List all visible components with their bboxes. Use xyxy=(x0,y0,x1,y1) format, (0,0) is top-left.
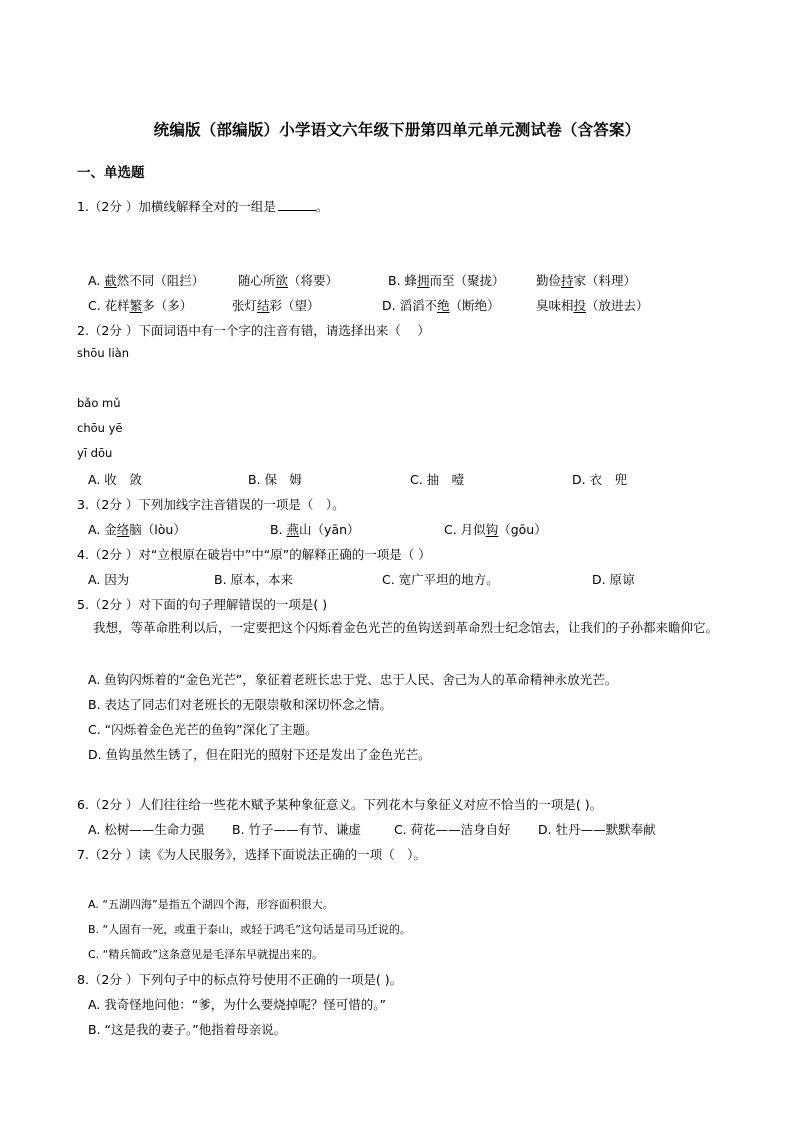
option-a: A. 松树——生命力强 xyxy=(88,822,205,837)
question-4-stem: 4.（2分 ）对“立根原在破岩中”中“原”的解释正确的一项是（ ） xyxy=(77,547,431,562)
option-d: D. 鱼钩虽然生锈了，但在阳光的照射下还是发出了金色光芒。 xyxy=(88,747,431,762)
option-b: B. “这是我的妻子。”他指着母亲说。 xyxy=(88,1022,287,1037)
option-b: B. 保 姆 xyxy=(248,472,303,487)
question-5-stem: 5.（2分 ）对下面的句子理解错误的一项是( ) xyxy=(77,597,328,612)
question-7-stem: 7.（2分 ）读《为人民服务》，选择下面说法正确的一项（ ）。 xyxy=(77,847,426,862)
option-b: B. 竹子——有节、谦虚 xyxy=(232,822,362,837)
option-b: B. 蜂拥而至（聚拢） xyxy=(388,273,505,288)
option-d: D. 滔滔不绝（断绝） xyxy=(382,298,500,313)
option-d: D. 原谅 xyxy=(592,572,635,587)
option-d: D. 牡丹——默默奉献 xyxy=(538,822,656,837)
pinyin-1: shōu liàn xyxy=(77,346,129,360)
question-3-stem: 3.（2分 ）下列加线字注音错误的一项是（ ）。 xyxy=(77,497,345,512)
option-b: B. 表达了同志们对老班长的无限崇敬和深切怀念之情。 xyxy=(88,697,393,712)
option-a: A. 鱼钩闪烁着的“金色光芒”，象征着老班长忠于党、忠于人民、舍己为人的革命精神永放光芒。 xyxy=(88,672,618,687)
option-b: B. “人固有一死，或重于泰山，或轻于鸿毛”这句话是司马迁说的。 xyxy=(88,923,411,936)
option-a: A. 因为 xyxy=(88,572,130,587)
option-a: A. 我奇怪地问他：“爹，为什么要烧掉呢？怪可惜的。” xyxy=(88,997,386,1012)
page-title: 统编版（部编版）小学语文六年级下册第四单元单元测试卷（含答案） xyxy=(153,121,641,139)
option-c: C. 月似钩（gōu） xyxy=(444,522,547,537)
option-c: C. “精兵简政”这条意见是毛泽东早就提出来的。 xyxy=(88,948,324,961)
question-8-stem: 8.（2分 ）下列句子中的标点符号使用不正确的一项是( )。 xyxy=(77,972,403,987)
option-d-2: 臭味相投（放进去） xyxy=(536,298,649,313)
option-b: B. 燕山（yān） xyxy=(270,522,360,537)
option-c: C. “闪烁着金色光芒的鱼钩”深化了主题。 xyxy=(88,722,318,737)
option-a: A. 收 敛 xyxy=(88,472,142,487)
option-c: C. 抽 噎 xyxy=(410,472,465,487)
option-d: D. 衣 兜 xyxy=(572,472,628,487)
option-c: C. 花样繁多（多） xyxy=(88,298,193,313)
question-5-passage: 我想，等革命胜利以后，一定要把这个闪烁着金色光芒的鱼钩送到革命烈士纪念馆去，让我们的子孙都来瞻仰它。 xyxy=(93,620,719,635)
option-a: A. 截然不同（阻拦） xyxy=(88,273,205,288)
option-a-2: 随心所欲（将要） xyxy=(238,273,339,288)
option-a: A. “五湖四海”是指五个湖四个海，形容面积很大。 xyxy=(88,898,334,911)
option-c-2: 张灯结彩（望） xyxy=(232,298,320,313)
option-b-2: 勤俭持家（料理） xyxy=(536,273,637,288)
section-heading: 一、单选题 xyxy=(77,165,145,181)
pinyin-4: yī dōu xyxy=(77,446,113,460)
option-c: C. 荷花——洁身自好 xyxy=(394,822,511,837)
question-6-stem: 6.（2分 ）人们往往给一些花木赋予某种象征意义。下列花木与象征义对应不恰当的一项是( )。 xyxy=(77,797,603,812)
pinyin-3: chōu yē xyxy=(77,421,123,435)
question-1-stem: 1.（2分 ）加横线解释全对的一组是 。 xyxy=(77,199,329,214)
option-c: C. 宽广平坦的地方。 xyxy=(382,572,499,587)
option-b: B. 原本，本来 xyxy=(214,572,294,587)
option-a: A. 金络脑（lòu） xyxy=(88,522,186,537)
pinyin-2: bǎo mǔ xyxy=(77,396,121,410)
answer-blank xyxy=(278,198,316,211)
question-2-stem: 2.（2分 ）下面词语中有一个字的注音有错，请选择出来（ ） xyxy=(77,323,430,338)
